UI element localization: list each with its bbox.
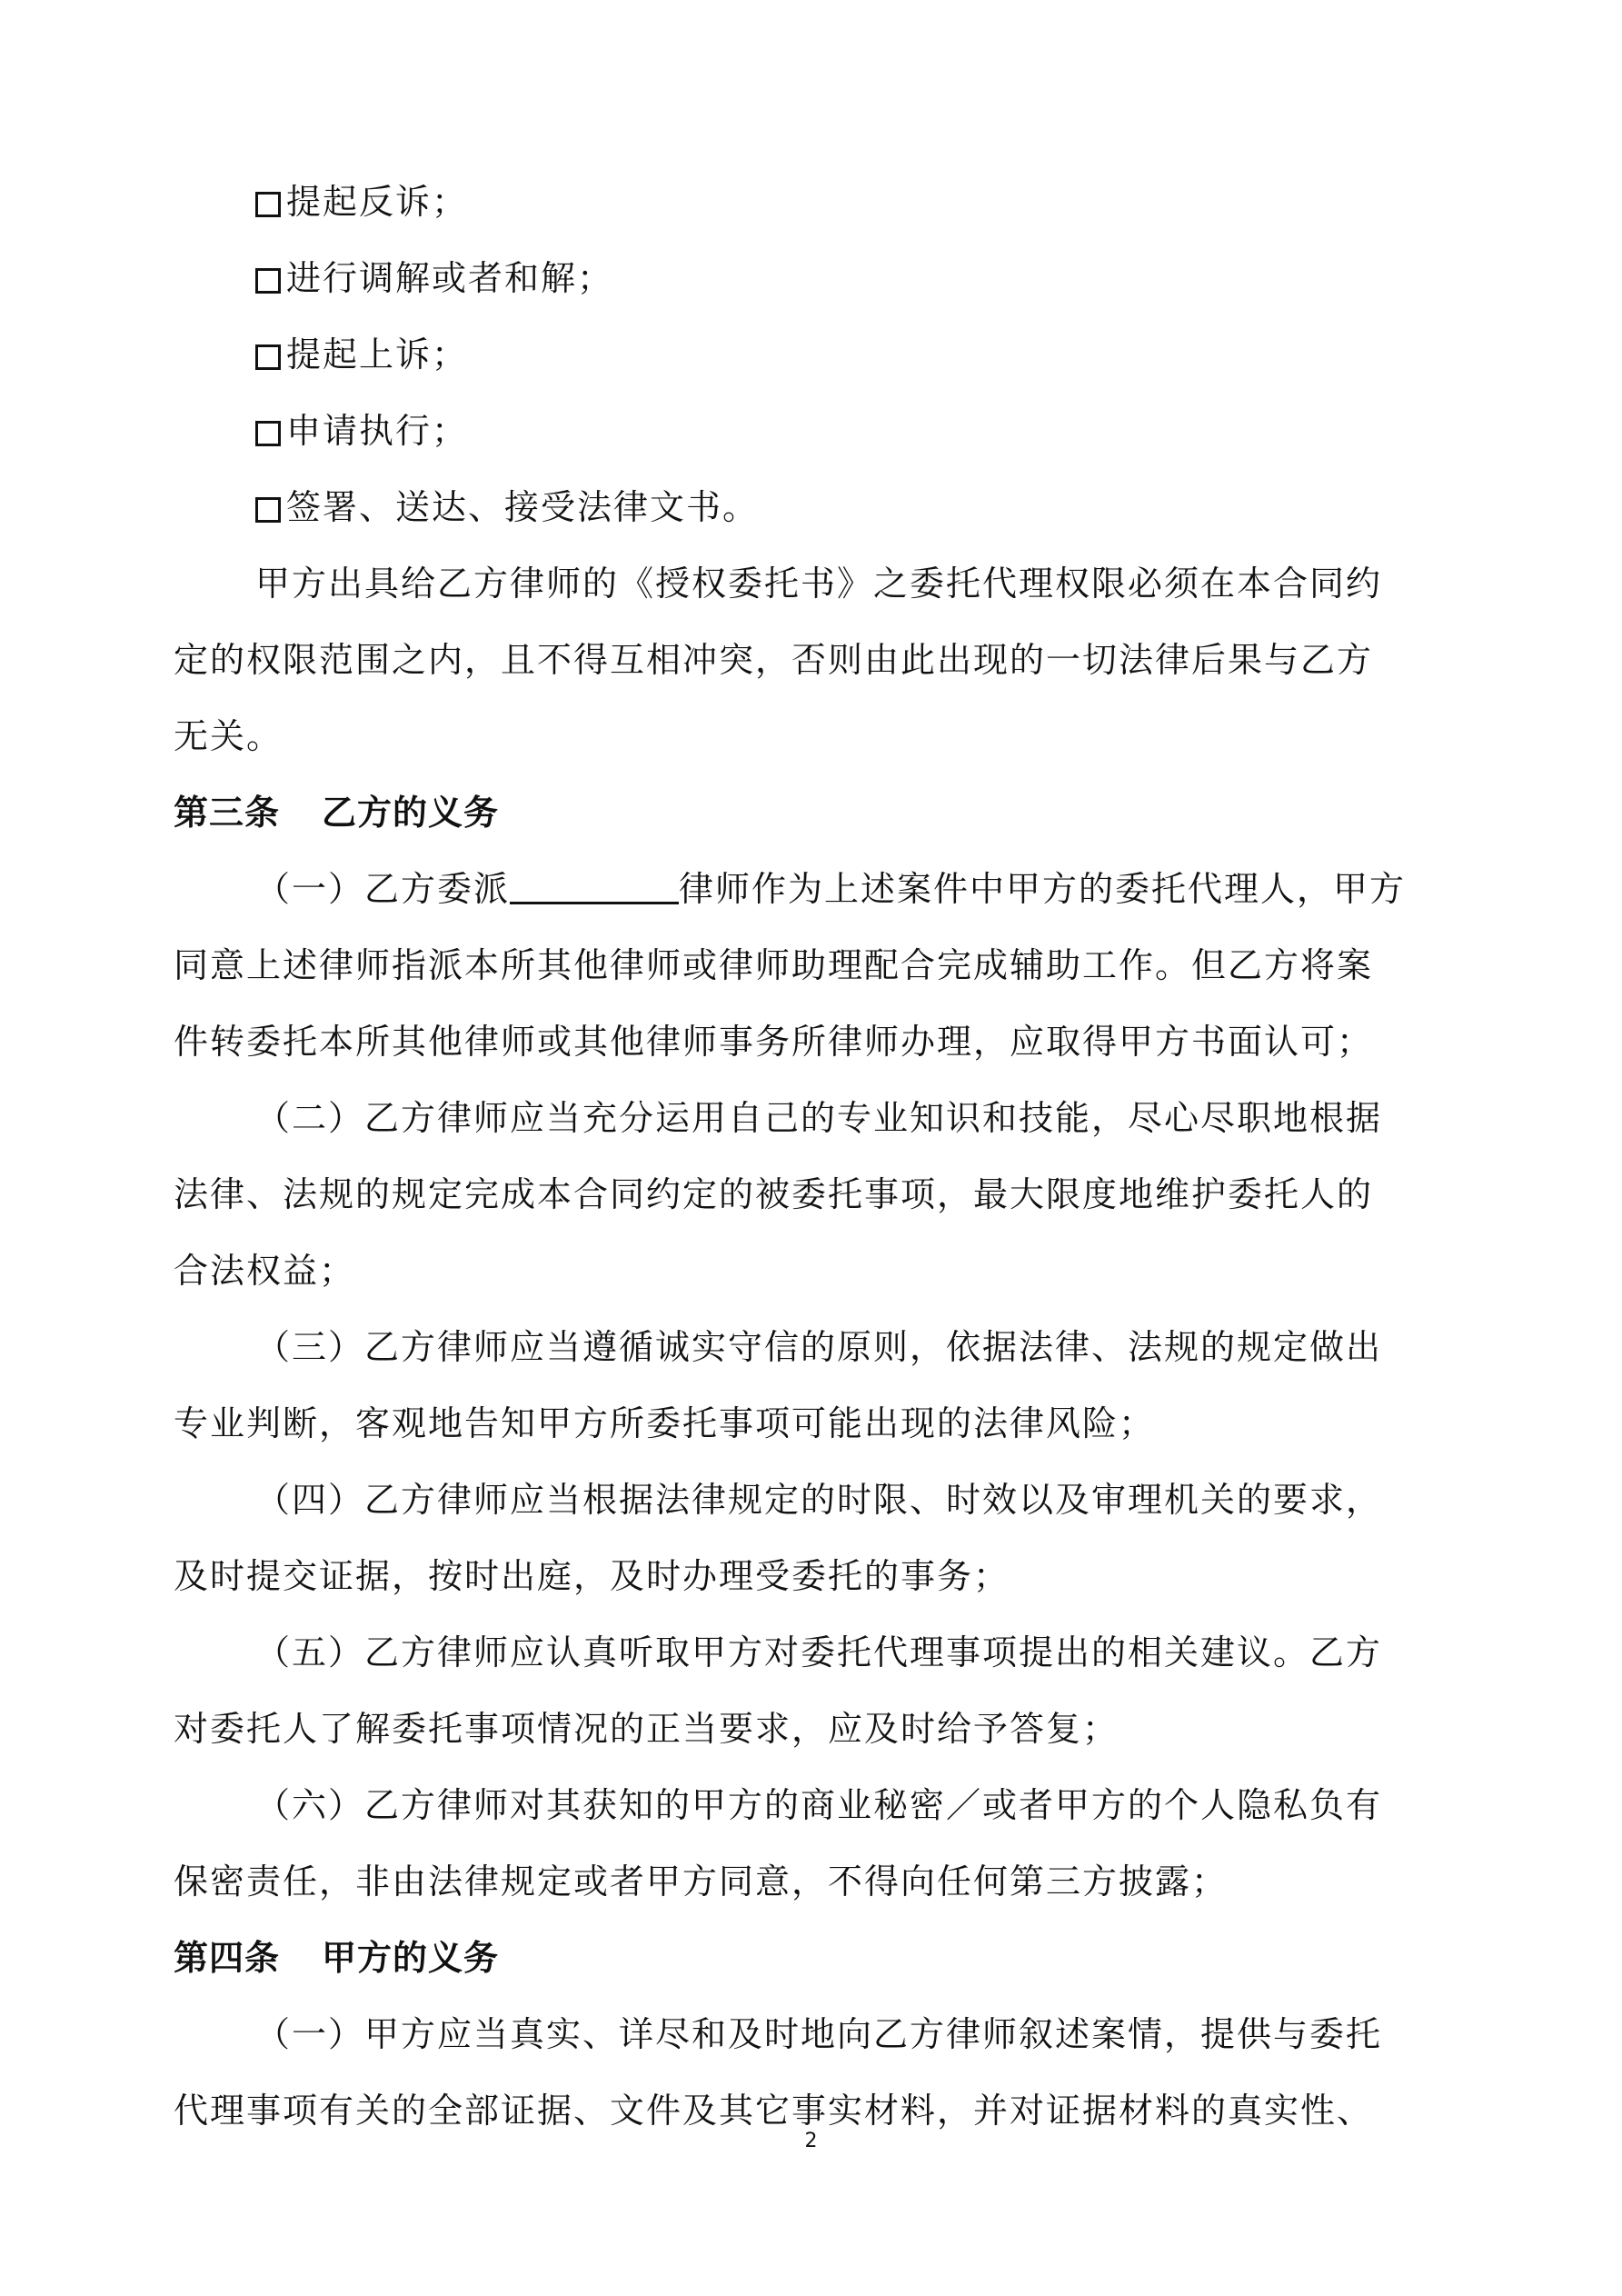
article-3-item-2-line: 法律、法规的规定完成本合同约定的被委托事项，最大限度地维护委托人的	[174, 1174, 1374, 1214]
checklist-item	[174, 393, 1464, 469]
article-4-number: 第四条	[174, 1938, 281, 1978]
article-3-item-5-line: 对委托人了解委托事项情况的正当要求，应及时给予答复；	[174, 1709, 1119, 1749]
article-3-item-1-line: 同意上述律师指派本所其他律师或律师助理配合完成辅助工作。但乙方将案	[174, 945, 1374, 985]
article-3-item-3-line: （三）乙方律师应当遵循诚实守信的原则，依据法律、法规的规定做出	[255, 1327, 1383, 1367]
article-3-item-5-line: （五）乙方律师应认真听取甲方对委托代理事项提出的相关建议。乙方	[255, 1632, 1383, 1672]
page-content	[174, 164, 1464, 2149]
article-3-item-2-line: 合法权益；	[174, 1251, 356, 1291]
article-3-item-4-line: 及时提交证据，按时出庭，及时办理受委托的事务；	[174, 1556, 1010, 1596]
checklist-item	[174, 316, 1464, 393]
article-3-item-1-line: 件转委托本所其他律师或其他律师事务所律师办理，应取得甲方书面认可；	[174, 1022, 1374, 1062]
article-3-item-4-line: （四）乙方律师应当根据法律规定的时限、时效以及审理机关的要求，	[255, 1480, 1383, 1520]
authorization-paragraph-line: 无关。	[174, 716, 284, 756]
checklist-item-label: 进行调解或者和解；	[286, 258, 614, 298]
article-4-item-1-line: （一）甲方应当真实、详尽和及时地向乙方律师叙述案情，提供与委托	[255, 2014, 1383, 2054]
article-3-item-1-line	[174, 851, 1464, 927]
checkbox-icon[interactable]	[255, 421, 281, 446]
page-number: 2	[804, 2130, 818, 2152]
authorization-paragraph-line: 定的权限范围之内，且不得互相冲突，否则由此出现的一切法律后果与乙方	[174, 640, 1374, 680]
article-3-item-1-suffix: 律师作为上述案件中甲方的委托代理人，甲方	[679, 869, 1407, 909]
checkbox-icon[interactable]	[255, 268, 281, 294]
article-3-item-2-line: （二）乙方律师应当充分运用自己的专业知识和技能，尽心尽职地根据	[255, 1098, 1383, 1138]
checkbox-icon[interactable]	[255, 344, 281, 370]
article-4-item-1-line: 代理事项有关的全部证据、文件及其它事实材料，并对证据材料的真实性、	[174, 2091, 1374, 2131]
article-4-title: 甲方的义务	[322, 1938, 500, 1978]
article-3-item-1-prefix: （一）乙方委派	[255, 869, 511, 909]
checklist-item-label: 提起上诉；	[286, 334, 469, 374]
lawyer-name-blank-field[interactable]	[510, 874, 679, 904]
checklist-item	[174, 164, 1464, 240]
article-3-number: 第三条	[174, 793, 281, 833]
checklist-item	[174, 240, 1464, 316]
article-3-title: 乙方的义务	[322, 793, 500, 833]
checklist-item-label: 提起反诉；	[286, 182, 469, 222]
checkbox-icon[interactable]	[255, 497, 281, 523]
checklist-item-label: 签署、送达、接受法律文书。	[286, 487, 760, 527]
article-3-item-6-line: 保密责任，非由法律规定或者甲方同意，不得向任何第三方披露；	[174, 1862, 1229, 1902]
checkbox-icon[interactable]	[255, 192, 281, 217]
checklist-item	[174, 469, 1464, 545]
authorization-paragraph-line: 甲方出具给乙方律师的《授权委托书》之委托代理权限必须在本合同约	[255, 564, 1383, 604]
checklist-item-label: 申请执行；	[286, 411, 469, 451]
article-3-heading	[174, 774, 1464, 851]
article-4-heading	[174, 1920, 1464, 1996]
article-3-item-3-line: 专业判断，客观地告知甲方所委托事项可能出现的法律风险；	[174, 1403, 1156, 1443]
article-3-item-6-line: （六）乙方律师对其获知的甲方的商业秘密／或者甲方的个人隐私负有	[255, 1785, 1383, 1825]
